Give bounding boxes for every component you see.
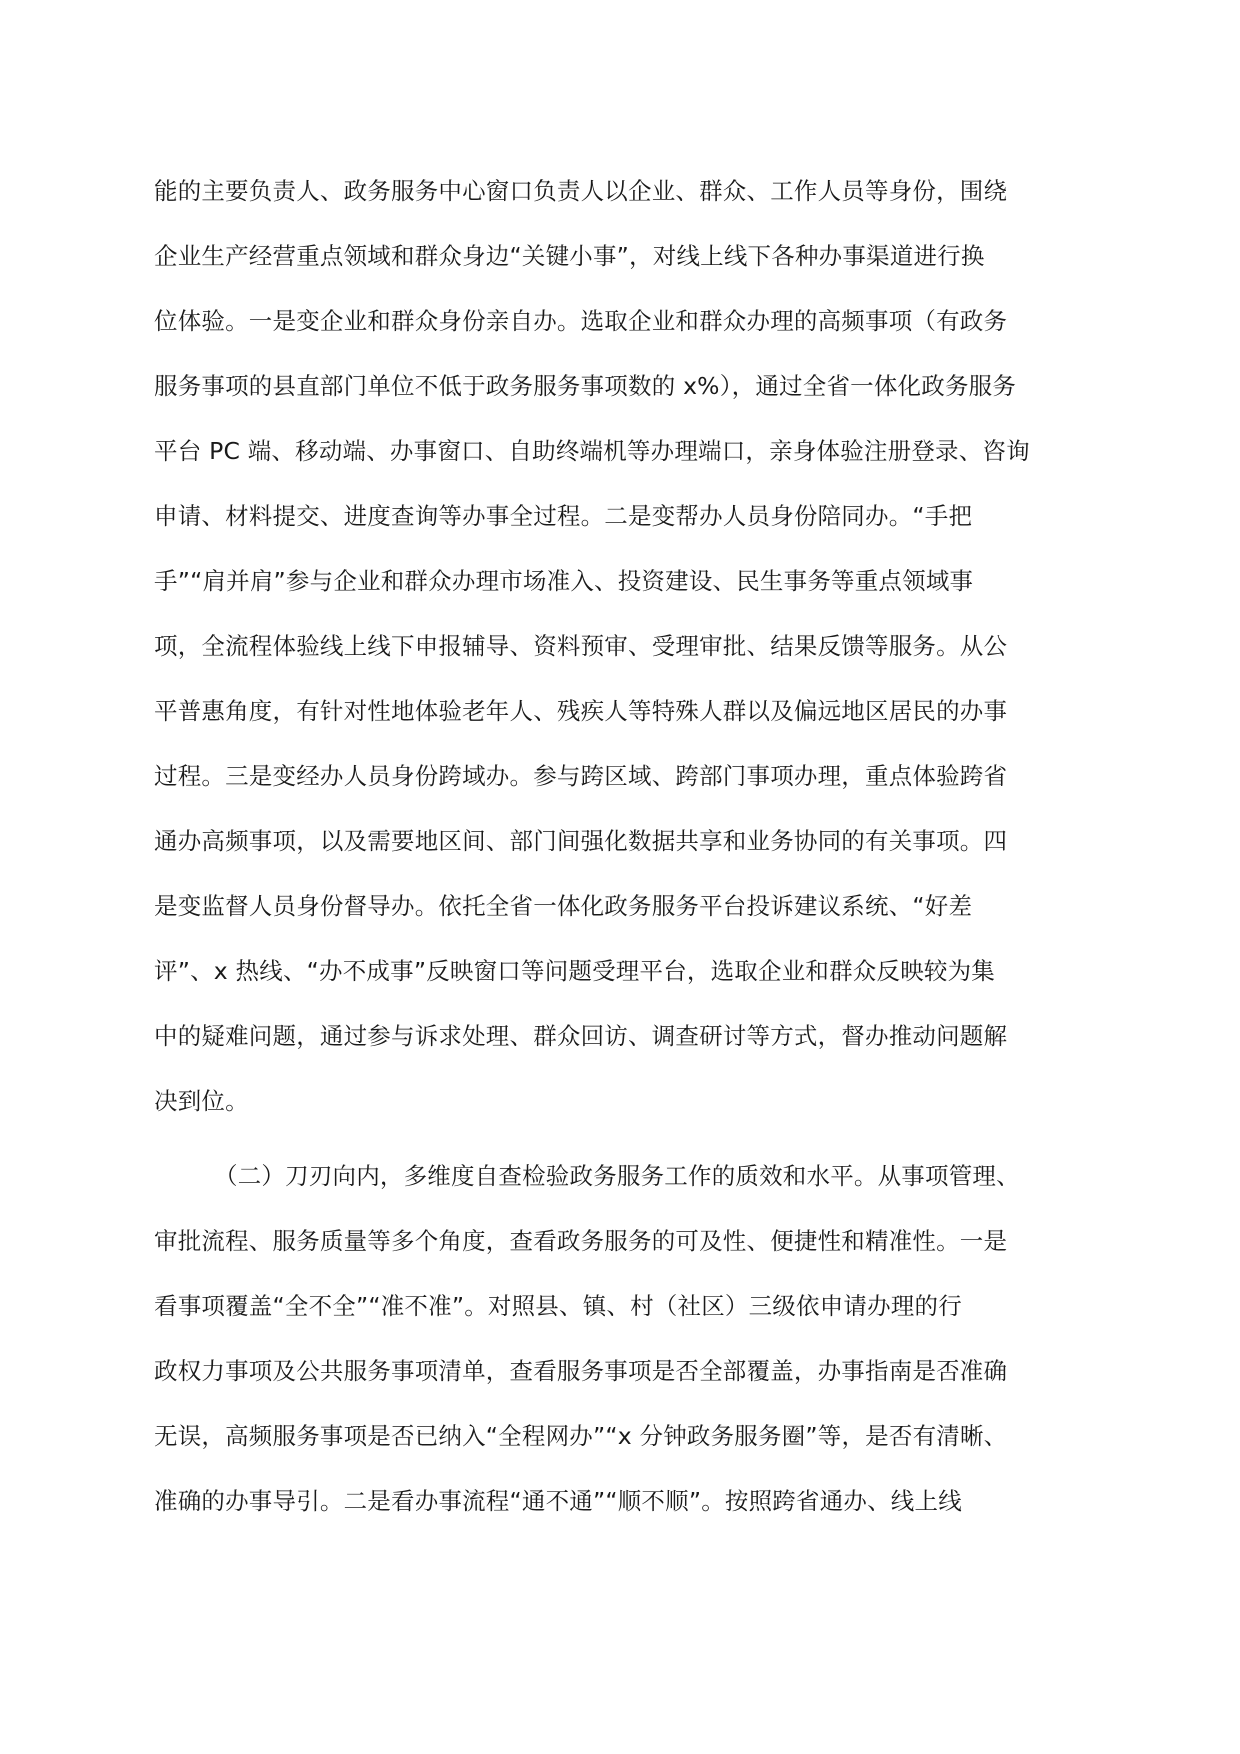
text-line: 企业生产经营重点领域和群众身边“关键小事”，对线上线下各种办事渠道进行换 (154, 242, 985, 270)
text-line: 过程。三是变经办人员身份跨域办。参与跨区域、跨部门事项办理，重点体验跨省 (154, 762, 1008, 790)
text-line: 项，全流程体验线上线下申报辅导、资料预审、受理审批、结果反馈等服务。从公 (154, 632, 1008, 660)
text-line: 申请、材料提交、进度查询等办事全过程。二是变帮办人员身份陪同办。“手把 (154, 502, 973, 530)
text-line: 无误，高频服务事项是否已纳入“全程网办”“x 分钟政务服务圈”等，是否有清晰、 (154, 1422, 1008, 1450)
text-line: 手”“肩并肩”参与企业和群众办理市场准入、投资建设、民生事务等重点领域事 (154, 567, 974, 595)
text-line: 评”、x 热线、“办不成事”反映窗口等问题受理平台，选取企业和群众反映较为集 (154, 957, 995, 985)
text-line: 政权力事项及公共服务事项清单，查看服务事项是否全部覆盖，办事指南是否准确 (154, 1357, 1008, 1385)
text-line: 服务事项的县直部门单位不低于政务服务事项数的 x%），通过全省一体化政务服务 (154, 372, 1017, 400)
text-line: 平台 PC 端、移动端、办事窗口、自助终端机等办理端口，亲身体验注册登录、咨询 (154, 437, 1030, 465)
text-line: 看事项覆盖“全不全”“准不准”。对照县、镇、村（社区）三级依申请办理的行 (154, 1292, 962, 1320)
text-line: 准确的办事导引。二是看办事流程“通不通”“顺不顺”。按照跨省通办、线上线 (154, 1487, 962, 1515)
paragraph-start-line: （二）刀刃向内，多维度自查检验政务服务工作的质效和水平。从事项管理、 (214, 1162, 1020, 1190)
text-line: 中的疑难问题，通过参与诉求处理、群众回访、调查研讨等方式，督办推动问题解 (154, 1022, 1008, 1050)
text-line: 能的主要负责人、政务服务中心窗口负责人以企业、群众、工作人员等身份，围绕 (154, 177, 1008, 205)
text-line: 是变监督人员身份督导办。依托全省一体化政务服务平台投诉建议系统、“好差 (154, 892, 973, 920)
text-line: 审批流程、服务质量等多个角度，查看政务服务的可及性、便捷性和精准性。一是 (154, 1227, 1008, 1255)
text-line: 平普惠角度，有针对性地体验老年人、残疾人等特殊人群以及偏远地区居民的办事 (154, 697, 1008, 725)
text-line: 决到位。 (154, 1087, 249, 1115)
text-line: 位体验。一是变企业和群众身份亲自办。选取企业和群众办理的高频事项（有政务 (154, 307, 1008, 335)
text-line: 通办高频事项，以及需要地区间、部门间强化数据共享和业务协同的有关事项。四 (154, 827, 1008, 855)
